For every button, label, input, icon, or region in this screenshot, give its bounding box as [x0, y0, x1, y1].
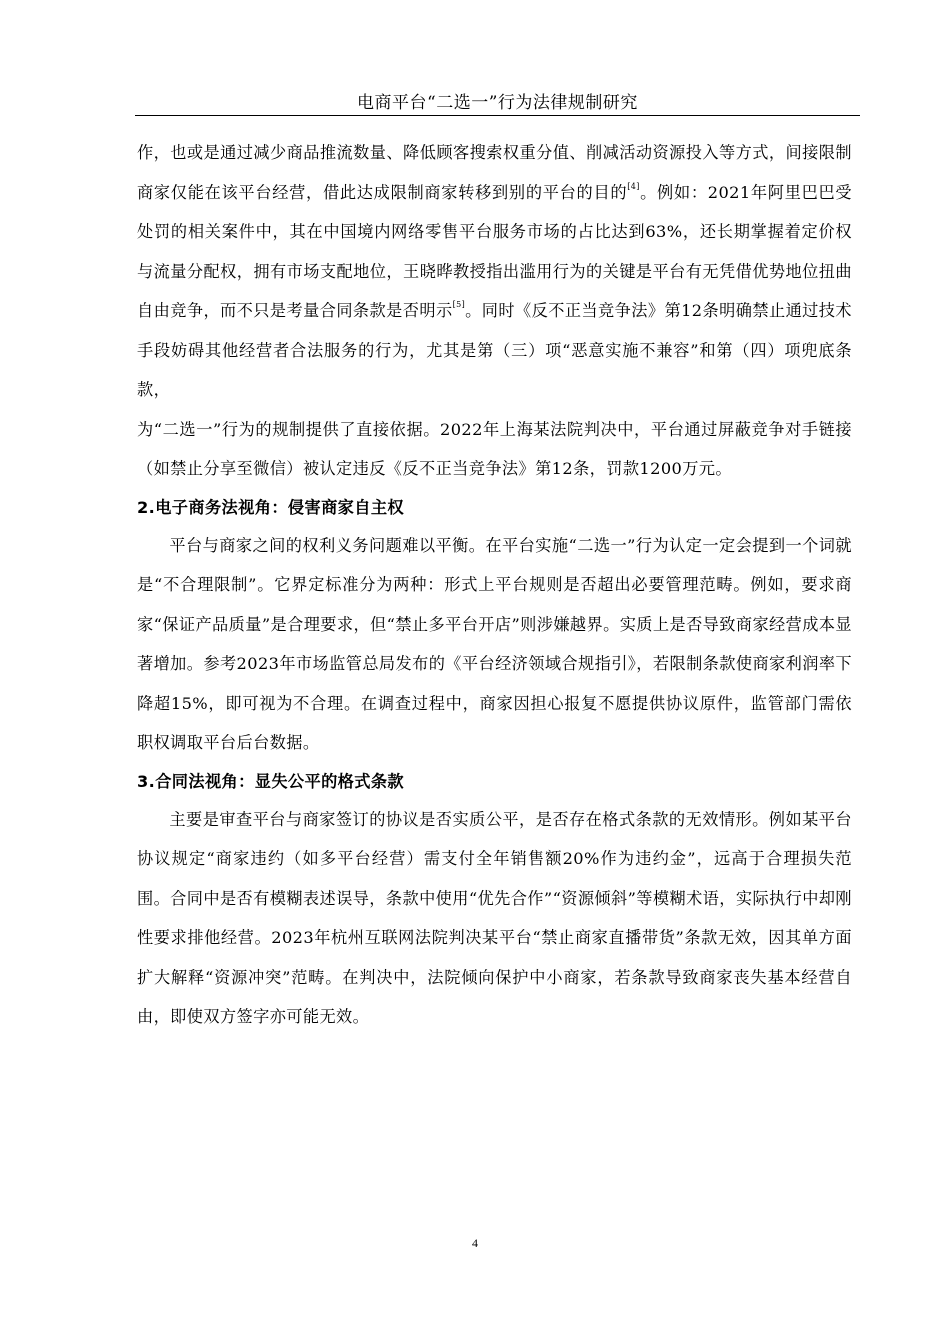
page-number: 4 [472, 1236, 478, 1250]
continuation-part-2: 。例如：2021年阿里巴巴受处罚的相关案件中，其在中国境内网络零售平台服务市场的占比达到63%，还长期掌握着定价权与流量分配权，拥有市场支配地位，王晓晔教授指出滥用行为的关键是平台有无凭借优势地位扭曲自由竞争，而不只是考量合同条款是否明示 [137, 182, 853, 320]
citation-ref-5: [5] [452, 300, 466, 309]
citation-ref-4: [4] [627, 181, 640, 191]
section-2-paragraph: 平台与商家之间的权利义务问题难以平衡。在平台实施“二选一”行为认定一定会提到一个词就是“不合理限制”。它界定标准分为两种：形式上平台规则是否超出必要管理范畴。例如，要求商家“保证产品质量”是合理要求，但“禁止多平台开店”则涉嫌越界。实质上是否导致商家经营成本显著增加。参考2023年市场监管总局发布的《平台经济领域合规指引》，若限制条款使商家利润率下降超15%，即可视为不合理。在调查过程中，商家因担心报复不愿提供协议原件，监管部门需依职权调取平台后台数据。 [137, 535, 852, 752]
continuation-paragraph [137, 133, 852, 410]
section-heading-3: 3.合同法视角：显失公平的格式条款 [137, 771, 405, 791]
continuation-part-1: 作，也或是通过减少商品推流数量、降低顾客搜索权重分值、削减活动资源投入等方式，间接限制商家仅能在该平台经营，借此达成限制商家转移到别的平台的目的 [137, 143, 852, 202]
section-heading-2: 2.电子商务法视角：侵害商家自主权 [137, 497, 405, 517]
running-header: 电商平台“二选一”行为法律规制研究 [357, 93, 638, 113]
section-3-paragraph: 主要是审查平台与商家签订的协议是否实质公平，是否存在格式条款的无效情形。例如某平台协议规定“商家违约（如多平台经营）需支付全年销售额20%作为违约金”，远高于合理损失范围。合同中是否有模糊表述误导，条款中使用“优先合作”“资源倾斜”等模糊术语，实际执行中却刚性要求排他经营。2023年杭州互联网法院判决某平台“禁止商家直播带货”条款无效，因其单方面扩大解释“资源冲突”范畴。在判决中，法院倾向保护中小商家，若条款导致商家丧失基本经营自由，即使双方签字亦可能无效。 [137, 809, 852, 1026]
header-rule [135, 115, 860, 116]
body-text [137, 133, 852, 1037]
continuation-paragraph-tail: 为“二选一”行为的规制提供了直接依据。2022年上海某法院判决中，平台通过屏蔽竞争对手链接（如禁止分享至微信）被认定违反《反不正当竞争法》第12条，罚款1200万元。 [137, 419, 852, 478]
continuation-part-3: 。同时《反不正当竞争法》第12条明确禁止通过技术手段妨碍其他经营者合法服务的行为，尤其是第（三）项“恶意实施不兼容”和第（四）项兜底条款， [137, 301, 852, 399]
